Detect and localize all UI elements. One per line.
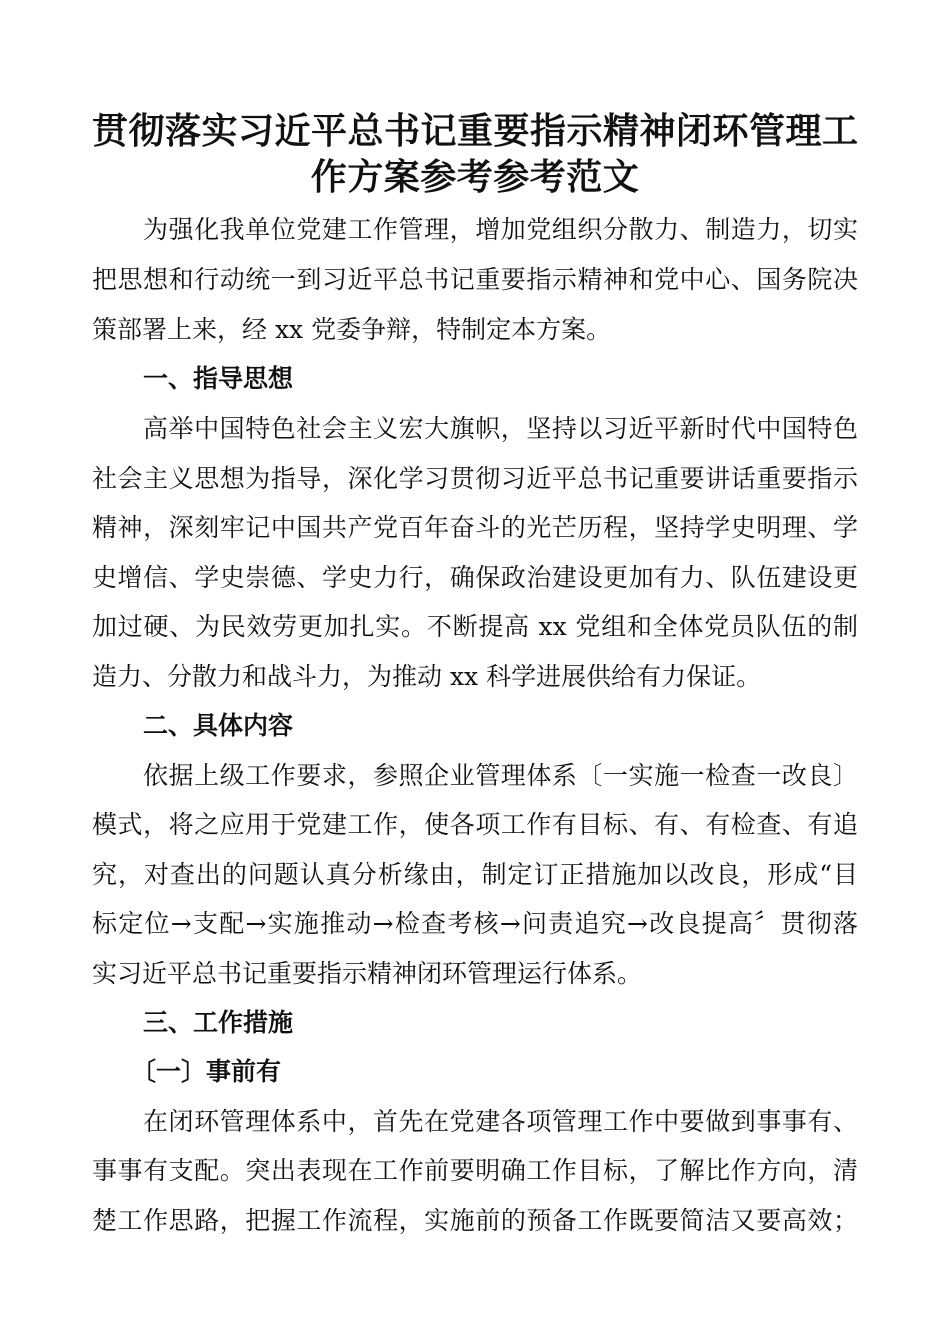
section3-line-3: 楚工作思路，把握工作流程，实施前的预备工作既要简洁又要高效； <box>92 1206 858 1235</box>
section2-line-2: 模式，将之应用于党建工作，使各项工作有目标、有、有检查、有追 <box>92 810 858 839</box>
section2-line-3: 究，对查出的问题认真分析缘由，制定订正措施加以改良，形成“目 <box>92 860 858 889</box>
section1-line-6: 造力、分散力和战斗力，为推动 xx 科学进展供给有力保证。 <box>92 662 762 691</box>
section3-line-2: 事事有支配。突出表现在工作前要明确工作目标，了解比作方向，清 <box>92 1156 858 1185</box>
section-heading-work-measures: 三、工作措施 <box>143 1008 294 1037</box>
section1-line-5: 加过硬、为民效劳更加扎实。不断提高 xx 党组和全体党员队伍的制 <box>92 612 858 641</box>
section1-line-1: 高举中国特色社会主义宏大旗帜，坚持以习近平新时代中国特色 <box>143 414 858 443</box>
section3-line-1: 在闭环管理体系中，首先在党建各项管理工作中要做到事事有、 <box>143 1107 858 1136</box>
intro-line-3: 策部署上来，经 xx 党委争辩，特制定本方案。 <box>92 315 612 344</box>
section2-line-5: 实习近平总书记重要指示精神闭环管理运行体系。 <box>92 959 643 988</box>
intro-line-2: 把思想和行动统一到习近平总书记重要指示精神和党中心、国务院决 <box>92 265 858 294</box>
subsection-heading-beforehand: 〔一〕事前有 <box>131 1057 282 1086</box>
section1-line-4: 史增信、学史崇德、学史力行，确保政治建设更加有力、队伍建设更 <box>92 563 858 592</box>
section-heading-guiding-thought: 一、指导思想 <box>143 364 294 393</box>
section2-line-1: 依据上级工作要求，参照企业管理体系〔一实施一检查一改良〕 <box>143 761 858 790</box>
section2-line-4: 标定位→支配→实施推动→检查考核→问责追究→改良提高〞贯彻落 <box>92 909 858 938</box>
intro-line-1: 为强化我单位党建工作管理，增加党组织分散力、制造力，切实 <box>143 215 858 244</box>
document-title-line-2: 作方案参考参考范文 <box>310 157 640 198</box>
section1-line-2: 社会主义思想为指导，深化学习贯彻习近平总书记重要讲话重要指示 <box>92 464 858 493</box>
section-heading-specific-content: 二、具体内容 <box>143 711 294 740</box>
document-title-line-1: 贯彻落实习近平总书记重要指示精神闭环管理工 <box>92 111 859 152</box>
section1-line-3: 精神，深刻牢记中国共产党百年奋斗的光芒历程，坚持学史明理、学 <box>92 513 858 542</box>
